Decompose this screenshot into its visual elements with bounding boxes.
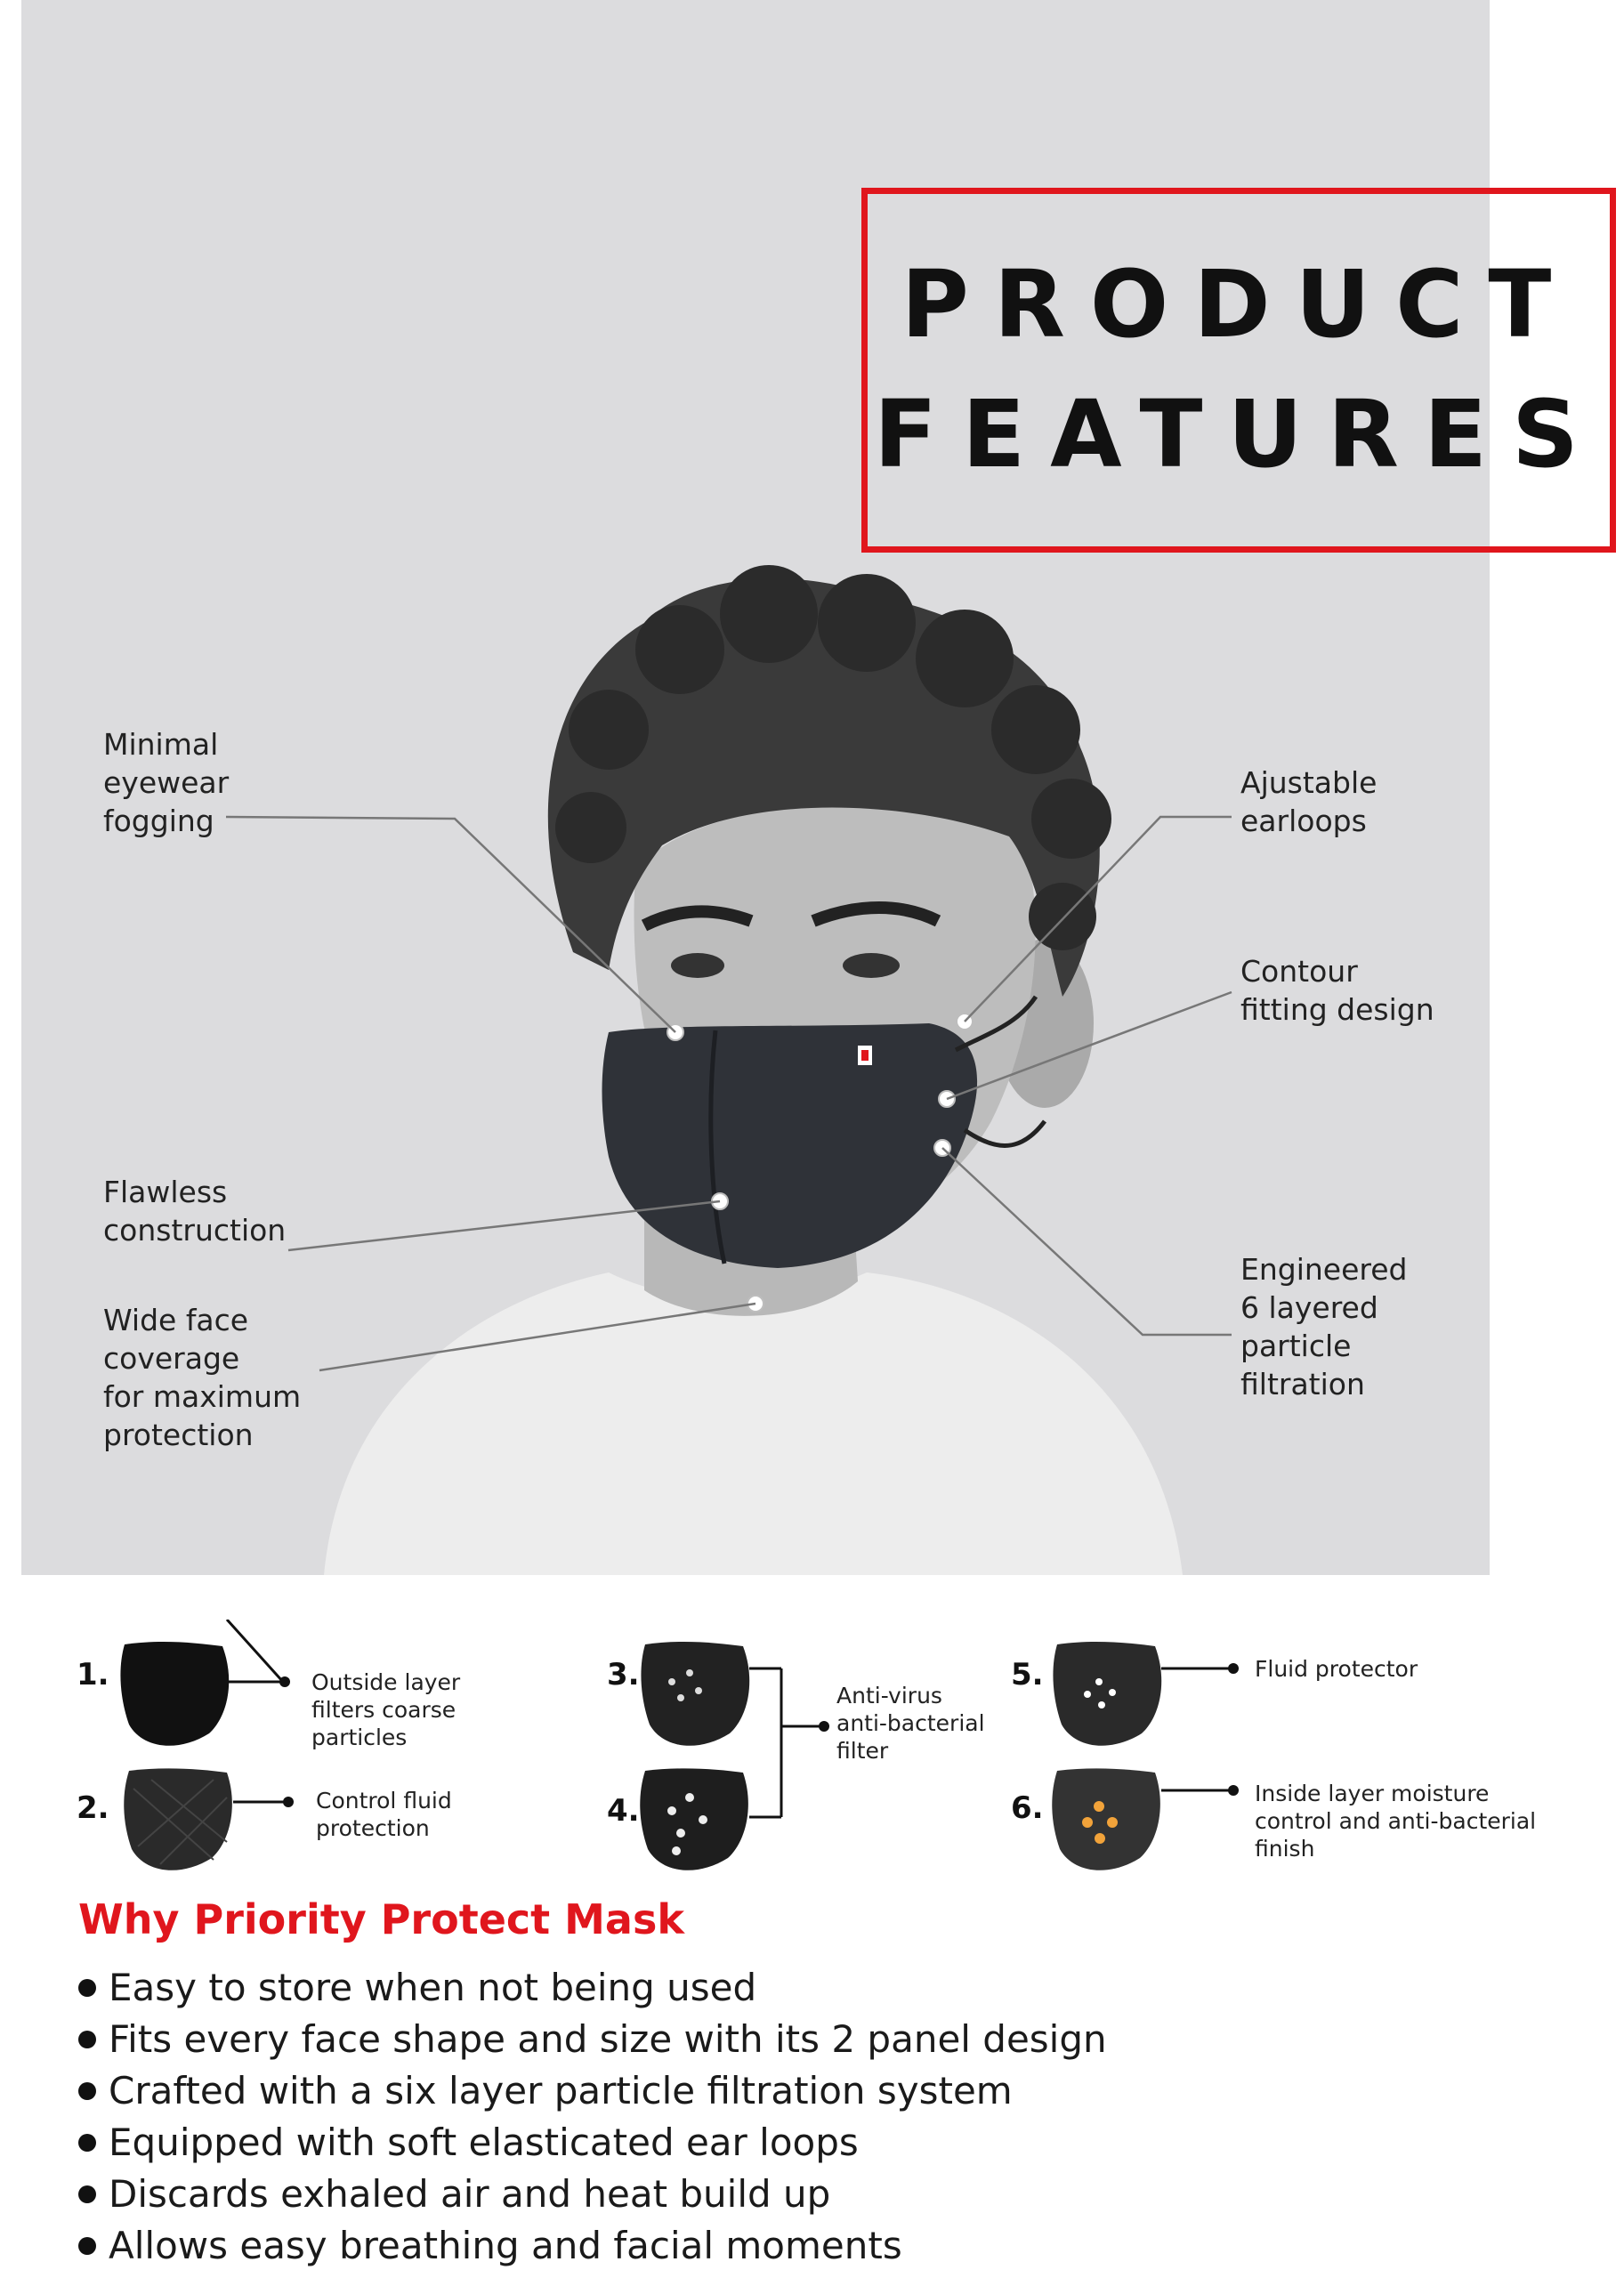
list-item [78, 2014, 1107, 2065]
bullet-icon [78, 2237, 96, 2255]
why-benefits-list [78, 1962, 1107, 2272]
layer-3-number: 3. [607, 1657, 640, 1692]
list-item-text: Equipped with soft elasticated ear loops [109, 2120, 859, 2164]
layer-5-number: 5. [1011, 1657, 1044, 1692]
list-item [78, 2220, 1107, 2272]
bullet-icon [78, 2031, 96, 2048]
list-item [78, 2065, 1107, 2117]
layer-2-text: Control fluid protection [316, 1788, 452, 1841]
bullet-icon [78, 2082, 96, 2100]
why-section-title: Why Priority Protect Mask [78, 1895, 684, 1943]
callout-eyewear-fogging: Minimal eyewear fogging [103, 727, 230, 838]
layer-1-text: Outside layer filters coarse particles [311, 1669, 461, 1750]
list-item-text: Discards exhaled air and heat build up [109, 2172, 831, 2216]
layer-1-number: 1. [77, 1657, 109, 1692]
list-item [78, 2169, 1107, 2220]
title-line-features: FEATURES [874, 380, 1604, 489]
list-item-text: Easy to store when not being used [109, 1966, 757, 2009]
layer-2-number: 2. [77, 1790, 109, 1826]
list-item-text: Allows easy breathing and facial moments [109, 2224, 902, 2267]
layer-5-text: Fluid protector [1255, 1656, 1418, 1682]
callout-contour-fitting: Contour fitting design [1240, 954, 1434, 1027]
list-item [78, 1962, 1107, 2014]
layer-3-4-text: Anti-virus anti-bacterial filter [836, 1683, 985, 1764]
bullet-icon [78, 1979, 96, 1997]
list-item-text: Crafted with a six layer particle filtration system [109, 2069, 1013, 2112]
title-line-product: PRODUCT [901, 250, 1577, 359]
product-features-title-box [861, 188, 1616, 553]
bullet-icon [78, 2185, 96, 2203]
list-item [78, 2117, 1107, 2169]
list-item-text: Fits every face shape and size with its 2 panel design [109, 2017, 1107, 2061]
callout-six-layer-filtration: Engineered 6 layered particle filtration [1240, 1252, 1408, 1402]
callout-wide-face-coverage: Wide face coverage for maximum protection [103, 1303, 302, 1452]
layer-4-number: 4. [607, 1793, 640, 1829]
bullet-icon [78, 2134, 96, 2152]
mask-layers-diagram [0, 1620, 1624, 1886]
layer-6-text: Inside layer moisture control and anti-bacterial finish [1255, 1781, 1537, 1862]
layer-6-number: 6. [1011, 1790, 1044, 1826]
callout-adjustable-earloops: Ajustable earloops [1240, 765, 1378, 838]
callout-flawless-construction: Flawless construction [103, 1175, 287, 1248]
